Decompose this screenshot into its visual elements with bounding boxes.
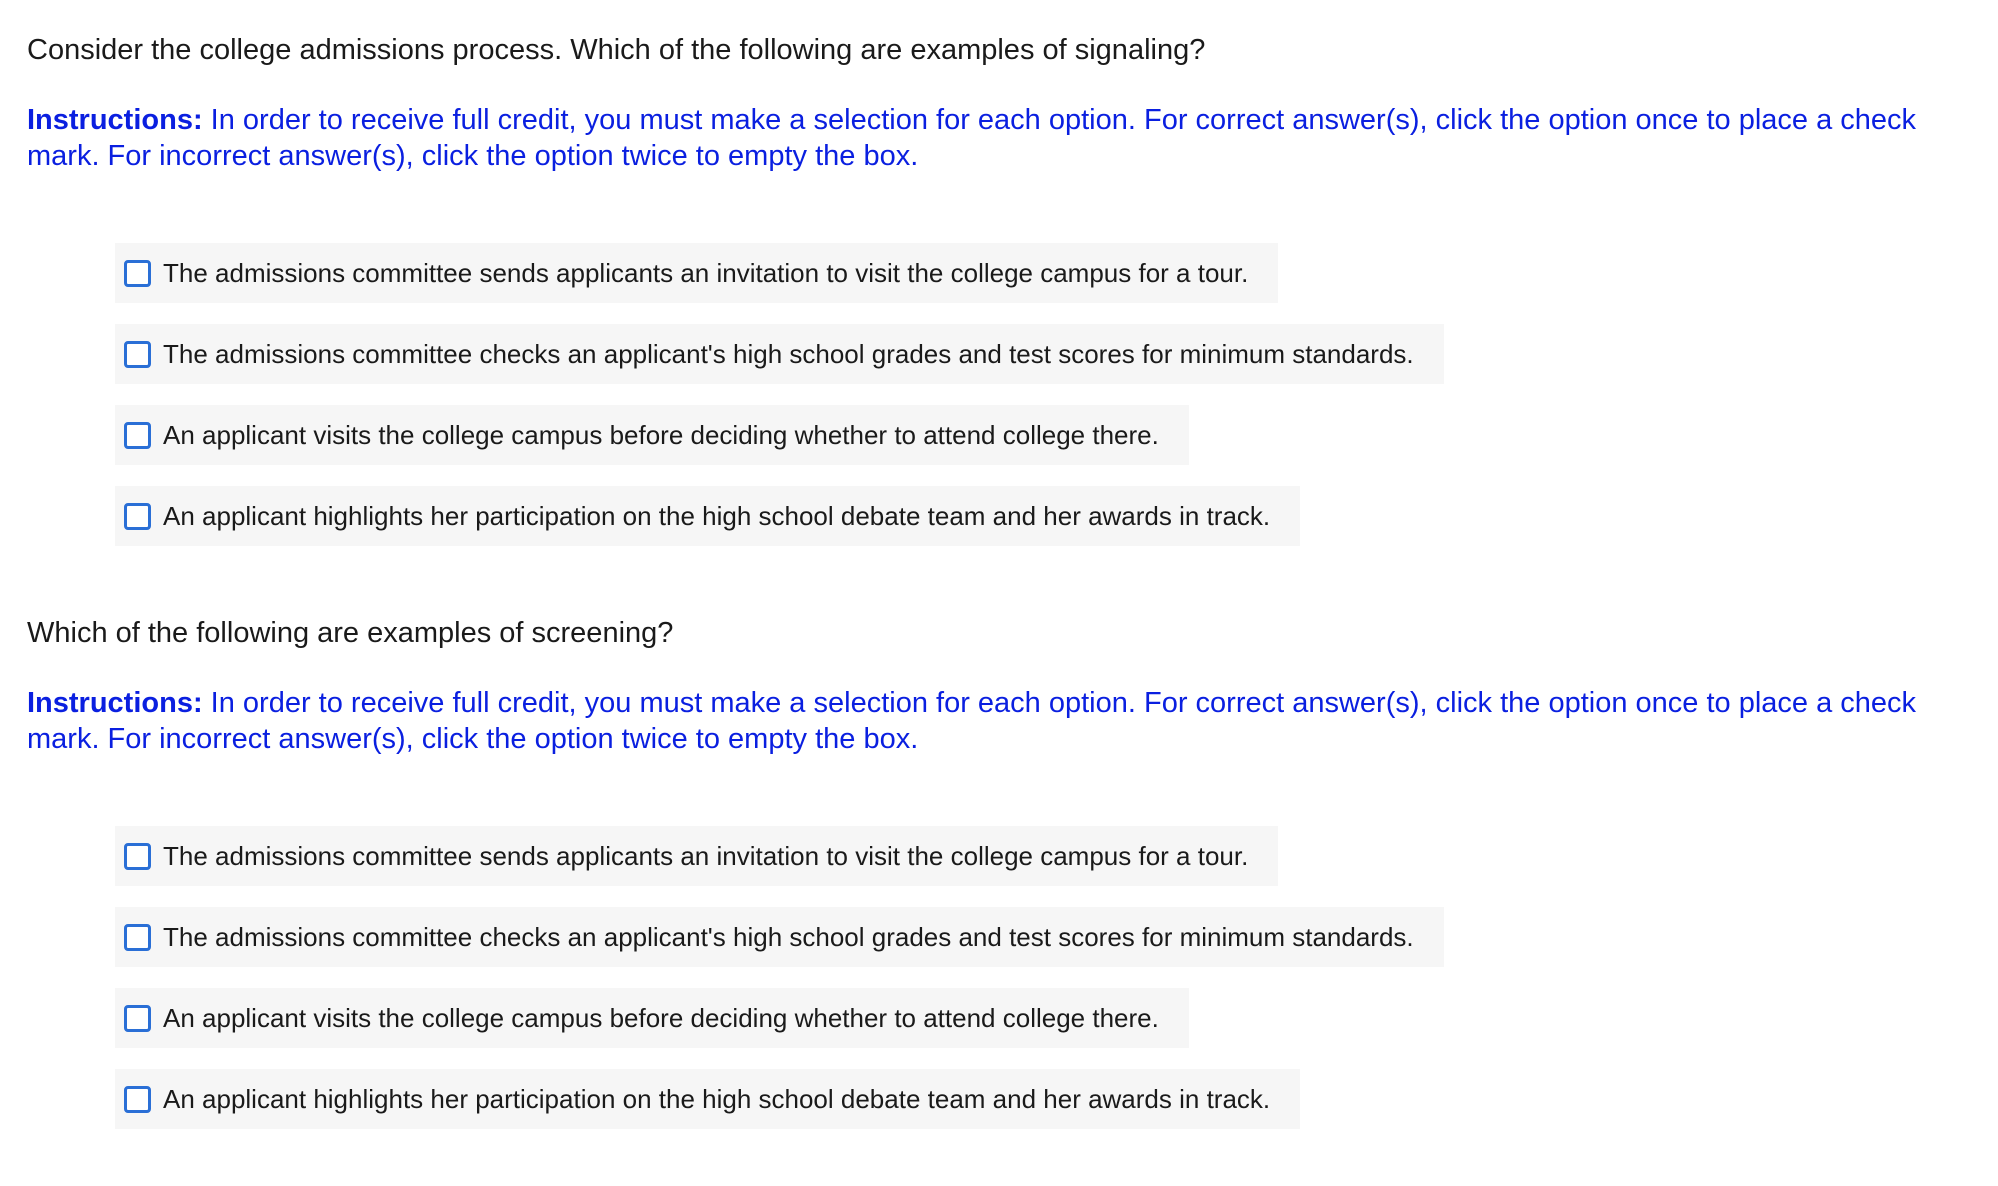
instructions-label: Instructions: [27, 687, 203, 719]
option-label: An applicant visits the college campus before deciding whether to attend college there. [163, 1003, 1159, 1033]
instructions [27, 102, 1927, 174]
option-label: The admissions committee checks an applicant's high school grades and test scores for minimum standards. [163, 339, 1414, 369]
question-prompt: Which of the following are examples of screening? [27, 617, 674, 649]
option-item[interactable] [115, 907, 1444, 967]
checkbox-icon[interactable] [124, 341, 151, 368]
option-label: An applicant highlights her participation on the high school debate team and her awards in track. [163, 1084, 1271, 1114]
question-prompt: Consider the college admissions process. Which of the following are examples of signaling? [27, 34, 1206, 66]
instructions-label: Instructions: [27, 104, 203, 136]
instructions-text: In order to receive full credit, you must make a selection for each option. For correct answer(s), click the option once to place a check mark. For incorrect answer(s), click the option twice to empty the box. [27, 104, 1917, 172]
option-label: The admissions committee checks an applicant's high school grades and test scores for minimum standards. [163, 922, 1414, 952]
checkbox-icon[interactable] [124, 503, 151, 530]
option-item[interactable] [115, 988, 1189, 1048]
checkbox-icon[interactable] [124, 422, 151, 449]
option-item[interactable] [115, 1069, 1300, 1129]
options-list [115, 826, 1957, 1129]
instructions [27, 685, 1927, 757]
option-item[interactable] [115, 486, 1300, 546]
question-signaling [27, 30, 1957, 546]
option-label: An applicant highlights her participation on the high school debate team and her awards in track. [163, 501, 1271, 531]
instructions-text: In order to receive full credit, you must make a selection for each option. For correct answer(s), click the option once to place a check mark. For incorrect answer(s), click the option twice to empty the box. [27, 687, 1917, 755]
option-item[interactable] [115, 405, 1189, 465]
options-list [115, 243, 1957, 546]
checkbox-icon[interactable] [124, 843, 151, 870]
option-item[interactable] [115, 324, 1444, 384]
option-label: The admissions committee sends applicants an invitation to visit the college campus for a tour. [163, 258, 1249, 288]
option-item[interactable] [115, 243, 1278, 303]
checkbox-icon[interactable] [124, 260, 151, 287]
checkbox-icon[interactable] [124, 1086, 151, 1113]
question-screening [27, 613, 1957, 1129]
option-item[interactable] [115, 826, 1278, 886]
option-label: An applicant visits the college campus before deciding whether to attend college there. [163, 420, 1159, 450]
checkbox-icon[interactable] [124, 1005, 151, 1032]
option-label: The admissions committee sends applicants an invitation to visit the college campus for a tour. [163, 841, 1249, 871]
checkbox-icon[interactable] [124, 924, 151, 951]
